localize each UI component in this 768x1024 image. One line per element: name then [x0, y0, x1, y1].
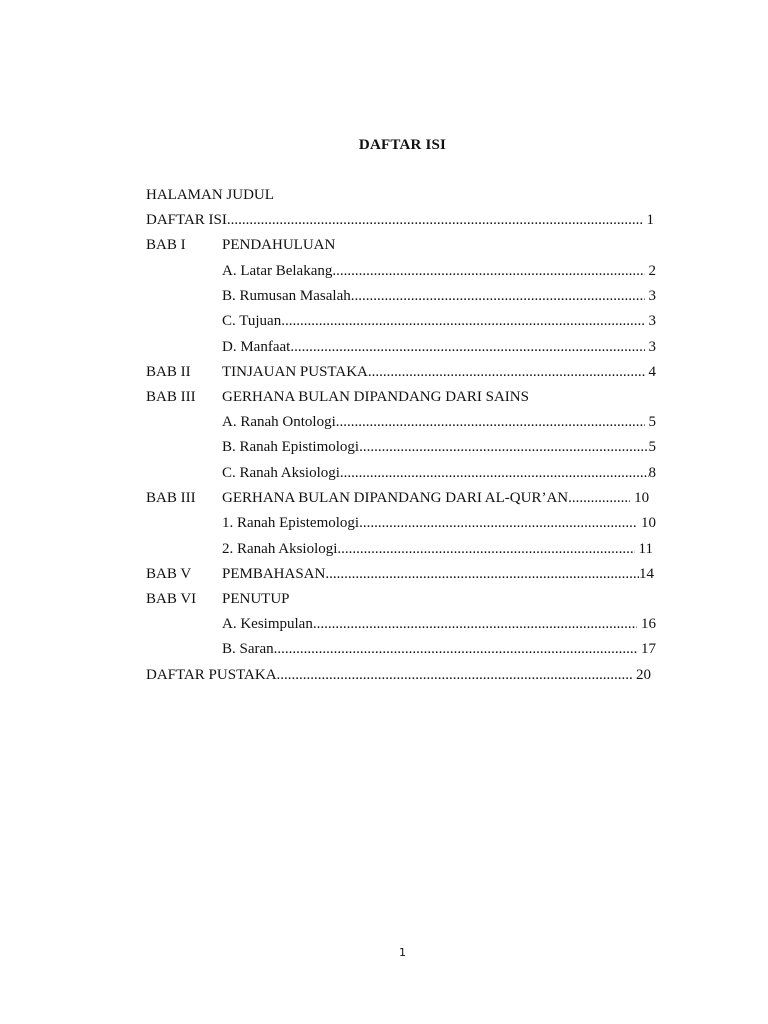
toc-dot-leader [277, 664, 632, 686]
toc-page-number: 1 [646, 212, 654, 228]
toc-page-number: 2 [648, 263, 656, 279]
toc-page-number: 10 [634, 490, 650, 506]
toc-dot-leader [274, 638, 637, 660]
toc-entry-text: B. Rumusan Masalah [222, 288, 351, 304]
toc-entry-text: PENDAHULUAN [222, 237, 336, 253]
toc-chapter-label: BAB I [146, 237, 186, 253]
toc-page-number: 20 [636, 667, 651, 683]
toc-entry-text: PENUTUP [222, 591, 290, 607]
toc-dot-leader [325, 563, 639, 585]
toc-page-number: 3 [648, 339, 656, 355]
toc-entry-text: C. Tujuan [222, 313, 282, 329]
toc-page-number: 4 [648, 364, 656, 380]
toc-chapter-label: BAB III [146, 389, 196, 405]
toc-entry-text: GERHANA BULAN DIPANDANG DARI SAINS [222, 389, 529, 405]
toc-dot-leader [368, 361, 645, 383]
toc-dot-leader [313, 613, 637, 635]
toc-dot-leader [290, 336, 644, 358]
toc-page-number: 10 [641, 515, 656, 531]
toc-dot-leader [227, 209, 643, 231]
toc-chapter-label: BAB V [146, 566, 192, 582]
toc-entry-text: 2. Ranah Aksiologi [222, 541, 338, 557]
toc-dot-leader [337, 538, 634, 560]
toc-dot-leader [351, 285, 645, 307]
toc-entry-text: A. Ranah Ontologi [222, 414, 336, 430]
toc-entry-text: B. Ranah Epistimologi [222, 439, 360, 455]
toc-entry-text: A. Latar Belakang [222, 263, 333, 279]
toc-page-number: 5 [648, 414, 656, 430]
toc-dot-leader [359, 512, 637, 534]
toc-entry-text: PEMBAHASAN [222, 566, 326, 582]
toc-dot-leader [359, 436, 648, 458]
toc-entry-text: GERHANA BULAN DIPANDANG DARI AL-QUR’AN [222, 490, 569, 506]
toc-entry-text: HALAMAN JUDUL [146, 187, 274, 203]
toc-entry-text: C. Ranah Aksiologi [222, 465, 340, 481]
toc-dot-leader [281, 310, 644, 332]
toc-page-number: 16 [641, 616, 656, 632]
toc-dot-leader [332, 260, 644, 282]
toc-chapter-label: BAB III [146, 490, 196, 506]
toc-page-number: 5 [648, 439, 656, 455]
toc-entry-text: B. Saran [222, 641, 274, 657]
toc-page-number: 3 [648, 288, 656, 304]
toc-entry-text: A. Kesimpulan [222, 616, 313, 632]
toc-page-number: 11 [638, 541, 653, 557]
toc-entry-text: DAFTAR PUSTAKA [146, 667, 277, 683]
toc-page-number: 8 [648, 465, 656, 481]
toc-page-number: 17 [641, 641, 656, 657]
toc-chapter-label: BAB VI [146, 591, 197, 607]
toc-dot-leader [568, 487, 630, 509]
toc-entry-text: 1. Ranah Epistemologi [222, 515, 360, 531]
toc-dot-leader [340, 462, 649, 484]
toc-dot-leader [336, 411, 645, 433]
page-title: DAFTAR ISI [358, 137, 447, 153]
toc-page-number: 3 [648, 313, 656, 329]
toc-chapter-label: BAB II [146, 364, 191, 380]
toc-entry-text: DAFTAR ISI [146, 212, 227, 228]
toc-entry-text: TINJAUAN PUSTAKA [222, 364, 368, 380]
toc-entry-text: D. Manfaat [222, 339, 291, 355]
page-number: 1 [399, 946, 406, 959]
toc-page-number: 14 [639, 566, 654, 582]
